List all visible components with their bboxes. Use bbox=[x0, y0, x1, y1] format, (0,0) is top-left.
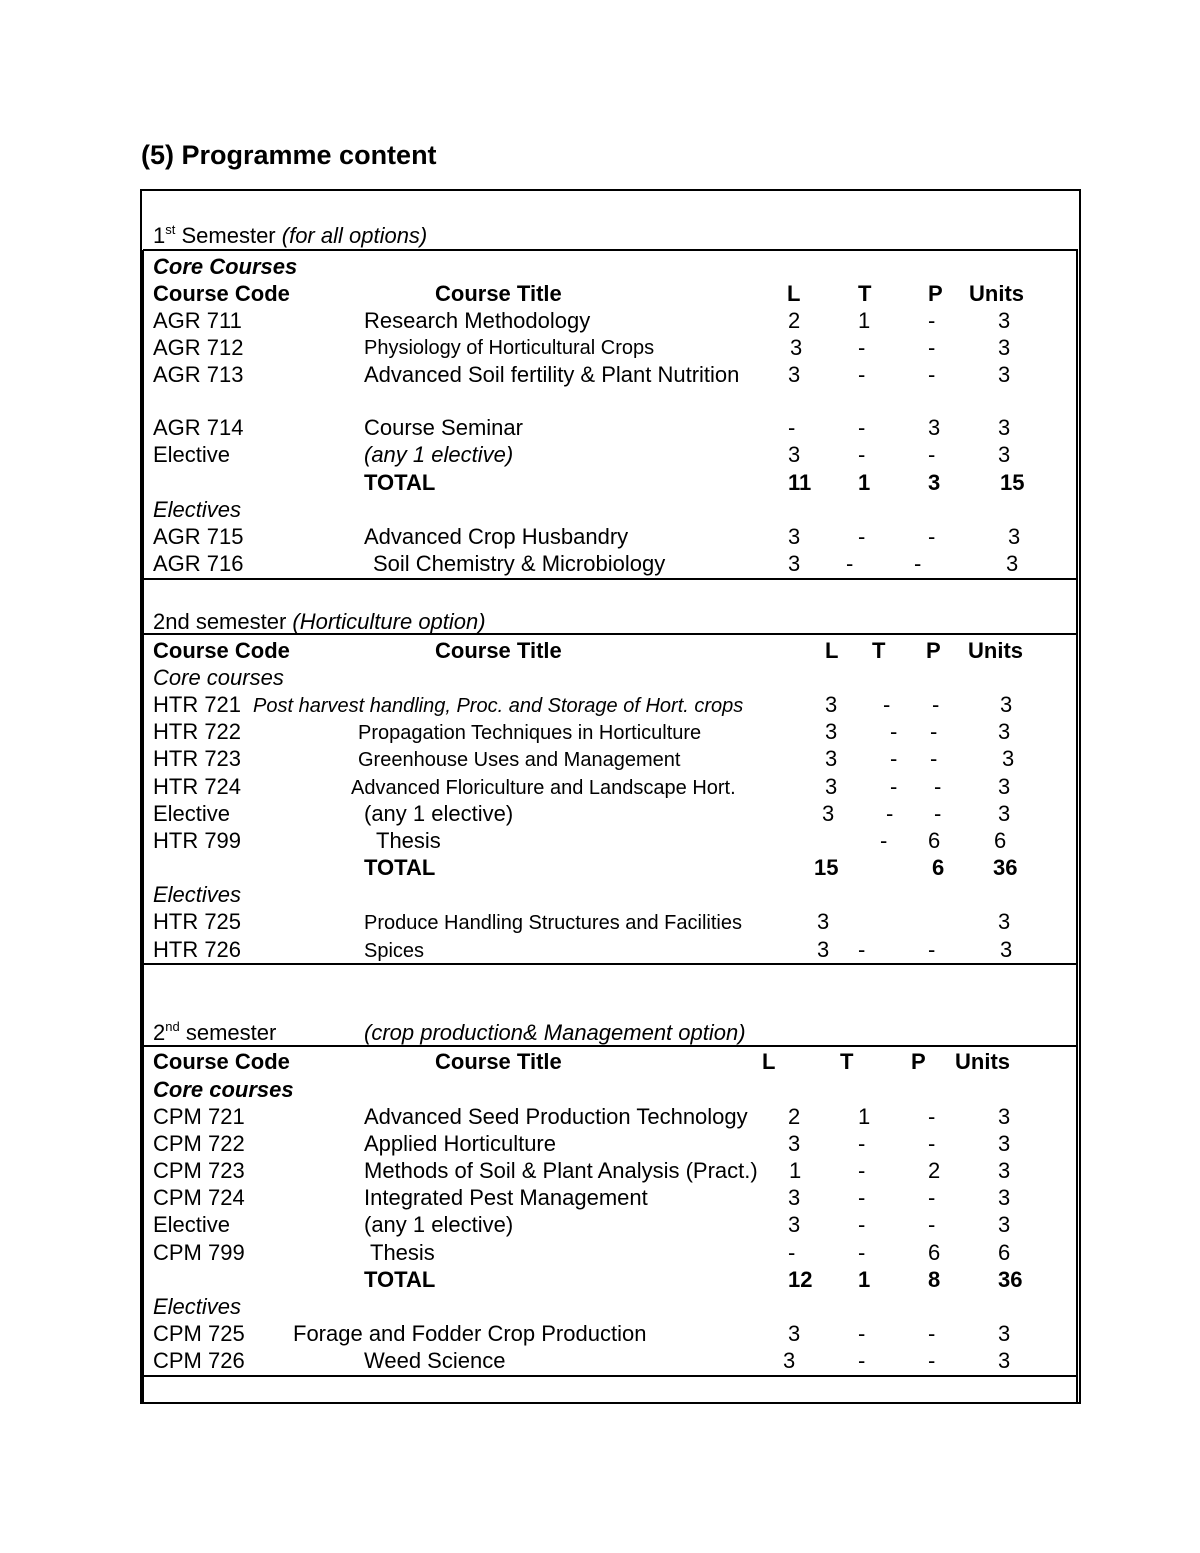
course-title: Advanced Soil fertility & Plant Nutrition bbox=[364, 362, 740, 387]
units: 3 bbox=[998, 1348, 1011, 1373]
lecture-hours: 3 bbox=[790, 335, 803, 360]
units: 3 bbox=[998, 909, 1011, 934]
practical-hours: - bbox=[928, 335, 936, 360]
lecture-hours: 1 bbox=[789, 1158, 802, 1183]
course-code: CPM 724 bbox=[153, 1185, 245, 1210]
course-code: AGR 713 bbox=[153, 362, 244, 387]
header-l: L bbox=[825, 638, 839, 663]
page-title: (5) Programme content bbox=[141, 140, 437, 170]
units: 3 bbox=[1008, 524, 1021, 549]
electives-label: Electives bbox=[153, 497, 242, 522]
units: 3 bbox=[998, 415, 1011, 440]
course-code: AGR 712 bbox=[153, 335, 244, 360]
header-course-code: Course Code bbox=[153, 638, 290, 663]
course-title: Soil Chemistry & Microbiology bbox=[373, 551, 666, 576]
header-l: L bbox=[787, 281, 801, 306]
tutorial-hours: - bbox=[858, 524, 866, 549]
practical-hours: 6 bbox=[928, 828, 941, 853]
practical-hours: - bbox=[932, 692, 940, 717]
inner-border-right bbox=[1076, 250, 1078, 1404]
course-title: Course Seminar bbox=[364, 415, 523, 440]
practical-hours: 6 bbox=[928, 1240, 941, 1265]
lecture-hours: 3 bbox=[825, 719, 838, 744]
tutorial-hours: - bbox=[846, 551, 854, 576]
course-title: Integrated Pest Management bbox=[364, 1185, 648, 1210]
lecture-hours: 3 bbox=[783, 1348, 796, 1373]
course-title: Propagation Techniques in Horticulture bbox=[358, 722, 702, 744]
course-title: Greenhouse Uses and Management bbox=[358, 749, 681, 771]
lecture-hours: 3 bbox=[817, 909, 830, 934]
lecture-hours: 3 bbox=[788, 1131, 801, 1156]
course-title: Advanced Floriculture and Landscape Hort. bbox=[351, 777, 736, 799]
course-title: Post harvest handling, Proc. and Storage of Hort. crops bbox=[253, 695, 744, 717]
course-code: HTR 723 bbox=[153, 746, 242, 771]
total-units: 36 bbox=[998, 1267, 1023, 1292]
course-title: Weed Science bbox=[364, 1348, 506, 1373]
lecture-hours: 3 bbox=[788, 1185, 801, 1210]
lecture-hours: 3 bbox=[788, 1321, 801, 1346]
electives-label: Electives bbox=[153, 1294, 242, 1319]
course-code: AGR 715 bbox=[153, 524, 244, 549]
header-course-title: Course Title bbox=[435, 1049, 562, 1074]
tutorial-hours: - bbox=[858, 442, 866, 467]
course-code: HTR 721 bbox=[153, 692, 242, 717]
header-l: L bbox=[762, 1049, 776, 1074]
tutorial-hours: - bbox=[886, 801, 894, 826]
course-code: Elective bbox=[153, 801, 231, 826]
practical-hours: - bbox=[928, 442, 936, 467]
total-p: 3 bbox=[928, 470, 941, 495]
lecture-hours: 3 bbox=[788, 551, 801, 576]
header-t: T bbox=[858, 281, 872, 306]
core-courses-label: Core courses bbox=[153, 665, 284, 690]
lecture-hours: 3 bbox=[817, 937, 830, 962]
tutorial-hours: - bbox=[858, 362, 866, 387]
course-code: CPM 722 bbox=[153, 1131, 245, 1156]
units: 3 bbox=[1000, 692, 1013, 717]
practical-hours: - bbox=[930, 719, 938, 744]
units: 3 bbox=[1000, 937, 1013, 962]
total-t: 1 bbox=[858, 470, 871, 495]
units: 3 bbox=[998, 1104, 1011, 1129]
course-code: AGR 716 bbox=[153, 551, 244, 576]
electives-label: Electives bbox=[153, 882, 242, 907]
units: 3 bbox=[998, 362, 1011, 387]
course-code: HTR 725 bbox=[153, 909, 242, 934]
tutorial-hours: - bbox=[890, 774, 898, 799]
header-p: P bbox=[911, 1049, 926, 1074]
header-course-code: Course Code bbox=[153, 1049, 290, 1074]
tutorial-hours: - bbox=[858, 937, 866, 962]
lecture-hours: 3 bbox=[825, 774, 838, 799]
header-t: T bbox=[872, 638, 886, 663]
course-code: CPM 799 bbox=[153, 1240, 245, 1265]
total-units: 15 bbox=[1000, 470, 1025, 495]
semester-2-crop-production-title: 2nd semester bbox=[153, 1019, 277, 1045]
tutorial-hours: - bbox=[883, 692, 891, 717]
semester-2-horticulture-title: 2nd semester (Horticulture option) bbox=[153, 609, 486, 634]
units: 3 bbox=[998, 719, 1011, 744]
tutorial-hours: - bbox=[858, 1348, 866, 1373]
course-title: Advanced Seed Production Technology bbox=[364, 1104, 748, 1129]
tutorial-hours: - bbox=[858, 1212, 866, 1237]
practical-hours: - bbox=[928, 1131, 936, 1156]
lecture-hours: - bbox=[788, 1240, 796, 1265]
practical-hours: - bbox=[928, 1104, 936, 1129]
total-p: 6 bbox=[932, 855, 945, 880]
course-code: AGR 714 bbox=[153, 415, 244, 440]
total-l: 11 bbox=[788, 470, 812, 495]
practical-hours: - bbox=[928, 362, 936, 387]
header-p: P bbox=[926, 638, 941, 663]
total-label: TOTAL bbox=[364, 1267, 436, 1292]
tutorial-hours: - bbox=[890, 719, 898, 744]
lecture-hours: 3 bbox=[788, 1212, 801, 1237]
tutorial-hours: - bbox=[858, 1185, 866, 1210]
tutorial-hours: 1 bbox=[858, 1104, 871, 1129]
lecture-hours: 3 bbox=[788, 362, 801, 387]
header-units: Units bbox=[955, 1049, 1010, 1074]
units: 3 bbox=[998, 308, 1011, 333]
course-title: (any 1 elective) bbox=[364, 1212, 514, 1237]
course-title: Spices bbox=[364, 940, 425, 962]
inner-border-left bbox=[142, 250, 144, 1404]
course-title: Physiology of Horticultural Crops bbox=[364, 337, 655, 359]
header-course-title: Course Title bbox=[435, 281, 562, 306]
course-code: Elective bbox=[153, 1212, 231, 1237]
course-title: Applied Horticulture bbox=[364, 1131, 556, 1156]
course-title: (any 1 elective) bbox=[364, 801, 514, 826]
course-code: CPM 721 bbox=[153, 1104, 245, 1129]
practical-hours: 3 bbox=[928, 415, 941, 440]
units: 3 bbox=[1006, 551, 1019, 576]
course-code: CPM 725 bbox=[153, 1321, 245, 1346]
tutorial-hours: - bbox=[858, 415, 866, 440]
lecture-hours: 3 bbox=[825, 692, 838, 717]
tutorial-hours: - bbox=[858, 1158, 866, 1183]
units: 3 bbox=[998, 335, 1011, 360]
course-code: AGR 711 bbox=[153, 308, 242, 333]
lecture-hours: 3 bbox=[822, 801, 835, 826]
lecture-hours: 2 bbox=[788, 1104, 801, 1129]
lecture-hours: 3 bbox=[788, 442, 801, 467]
practical-hours: - bbox=[928, 1321, 936, 1346]
units: 3 bbox=[998, 1158, 1011, 1183]
practical-hours: - bbox=[928, 524, 936, 549]
header-p: P bbox=[928, 281, 943, 306]
lecture-hours: 2 bbox=[788, 308, 801, 333]
total-l: 12 bbox=[788, 1267, 813, 1292]
units: 3 bbox=[998, 1212, 1011, 1237]
course-code: Elective bbox=[153, 442, 231, 467]
course-title: Thesis bbox=[370, 1240, 435, 1265]
header-course-code: Course Code bbox=[153, 281, 290, 306]
course-title: Thesis bbox=[376, 828, 441, 853]
header-t: T bbox=[840, 1049, 854, 1074]
practical-hours: - bbox=[928, 1212, 936, 1237]
lecture-hours: 3 bbox=[788, 524, 801, 549]
practical-hours: - bbox=[928, 1185, 936, 1210]
tutorial-hours: - bbox=[858, 335, 866, 360]
course-title: Methods of Soil & Plant Analysis (Pract.) bbox=[364, 1158, 758, 1183]
units: 3 bbox=[998, 774, 1011, 799]
units: 6 bbox=[998, 1240, 1011, 1265]
units: 3 bbox=[998, 442, 1011, 467]
course-code: HTR 724 bbox=[153, 774, 242, 799]
header-units: Units bbox=[969, 281, 1024, 306]
course-code: CPM 723 bbox=[153, 1158, 245, 1183]
units: 6 bbox=[994, 828, 1007, 853]
core-courses-label: Core Courses bbox=[153, 254, 298, 279]
practical-hours: - bbox=[934, 801, 942, 826]
course-code: HTR 722 bbox=[153, 719, 242, 744]
course-title: Produce Handling Structures and Facilities bbox=[364, 912, 742, 934]
lecture-hours: 3 bbox=[825, 746, 838, 771]
lecture-hours: - bbox=[788, 415, 796, 440]
core-courses-label: Core courses bbox=[153, 1077, 294, 1102]
header-units: Units bbox=[968, 638, 1023, 663]
tutorial-hours: - bbox=[858, 1240, 866, 1265]
total-t: 1 bbox=[858, 1267, 871, 1292]
course-title: Research Methodology bbox=[364, 308, 591, 333]
course-title: (any 1 elective) bbox=[364, 442, 514, 467]
divider bbox=[143, 1375, 1078, 1377]
units: 3 bbox=[998, 1131, 1011, 1156]
practical-hours: 2 bbox=[928, 1158, 941, 1183]
total-p: 8 bbox=[928, 1267, 941, 1292]
units: 3 bbox=[998, 1185, 1011, 1210]
course-title: Advanced Crop Husbandry bbox=[364, 524, 629, 549]
divider bbox=[143, 963, 1078, 965]
total-label: TOTAL bbox=[364, 470, 436, 495]
tutorial-hours: - bbox=[890, 746, 898, 771]
semester-1-title: 1st Semester (for all options) bbox=[153, 222, 428, 248]
practical-hours: - bbox=[928, 308, 936, 333]
course-code: CPM 726 bbox=[153, 1348, 245, 1373]
total-l: 15 bbox=[814, 855, 839, 880]
practical-hours: - bbox=[934, 774, 942, 799]
practical-hours: - bbox=[928, 1348, 936, 1373]
tutorial-hours: - bbox=[858, 1321, 866, 1346]
tutorial-hours: - bbox=[880, 828, 888, 853]
course-code: HTR 799 bbox=[153, 828, 242, 853]
course-code: HTR 726 bbox=[153, 937, 242, 962]
header-course-title: Course Title bbox=[435, 638, 562, 663]
course-title: Forage and Fodder Crop Production bbox=[293, 1321, 647, 1346]
total-label: TOTAL bbox=[364, 855, 436, 880]
tutorial-hours: - bbox=[858, 1131, 866, 1156]
tutorial-hours: 1 bbox=[858, 308, 871, 333]
total-units: 36 bbox=[993, 855, 1018, 880]
practical-hours: - bbox=[914, 551, 922, 576]
units: 3 bbox=[998, 1321, 1011, 1346]
units: 3 bbox=[998, 801, 1011, 826]
practical-hours: - bbox=[930, 746, 938, 771]
divider bbox=[143, 578, 1078, 580]
practical-hours: - bbox=[928, 937, 936, 962]
divider bbox=[143, 249, 1078, 251]
units: 3 bbox=[1002, 746, 1015, 771]
semester-option: (crop production& Management option) bbox=[364, 1020, 746, 1045]
